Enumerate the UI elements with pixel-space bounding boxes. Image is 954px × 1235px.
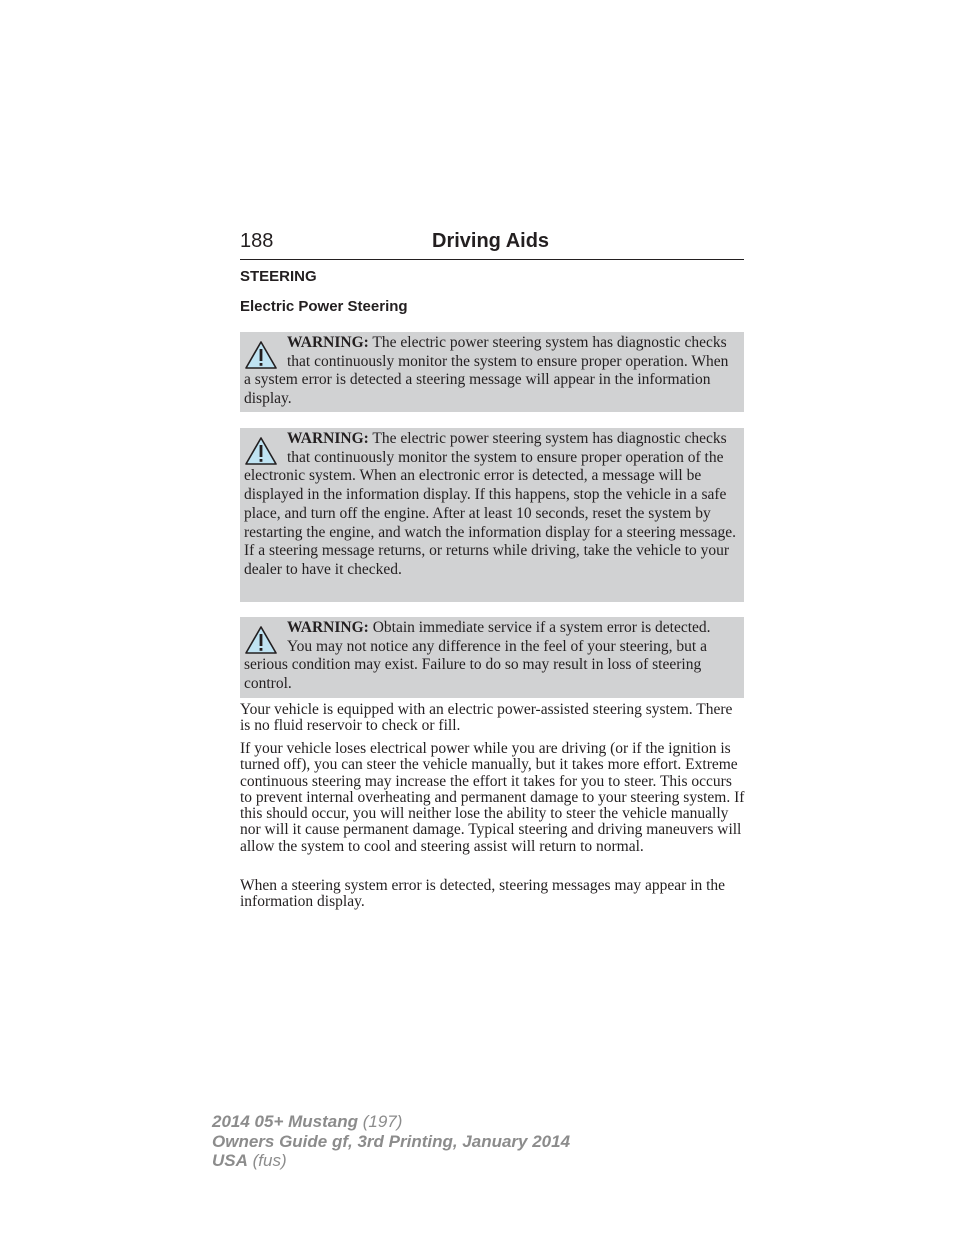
warning-triangle-icon xyxy=(244,436,278,466)
section-title: STEERING xyxy=(240,268,317,285)
subsection-title: Electric Power Steering xyxy=(240,298,408,315)
warning-label: WARNING: xyxy=(287,334,369,351)
warning-text xyxy=(244,619,738,694)
page-number: 188 xyxy=(240,230,274,252)
page-header xyxy=(240,229,744,260)
warning-triangle-icon xyxy=(244,625,278,655)
footer-guide: Owners Guide gf, 3rd Printing, January 2014 xyxy=(212,1131,571,1151)
warning-body: The electric power steering system has diagnostic checks that continuously monitor the system to ensure proper operation of the electronic system. When an electronic error is detected, a message will be displayed in the information display. If this happens, stop the vehicle in a safe place, and turn off the engine. After at least 10 seconds, reset the system by restarting the engine, and watch the information display for a steering message. If a steering message returns, or returns while driving, take the vehicle to your dealer to have it checked. xyxy=(244,430,736,578)
footer-market-code: (fus) xyxy=(247,1151,287,1170)
warning-body: The electric power steering system has diagnostic checks that continuously monitor the system to ensure proper operation. When a system error is detected a steering message will appear in the information display. xyxy=(244,334,729,408)
page-footer xyxy=(212,1112,570,1171)
warning-text xyxy=(244,430,738,580)
footer-model-code: (197) xyxy=(358,1112,403,1131)
footer-line xyxy=(212,1132,570,1152)
chapter-title: Driving Aids xyxy=(432,230,550,252)
warning-body: Obtain immediate service if a system error is detected. You may not notice any difference in the feel of your steering, but a serious condition may exist. Failure to do so may result in loss of steering control. xyxy=(244,619,711,693)
body-paragraph: Your vehicle is equipped with an electric power-assisted steering system. There is no fluid reservoir to check or fill. xyxy=(240,701,733,735)
warning-text xyxy=(244,334,738,409)
warning-box xyxy=(240,617,744,698)
warning-label: WARNING: xyxy=(287,619,369,636)
warning-label: WARNING: xyxy=(287,430,369,447)
warning-box xyxy=(240,332,744,412)
body-paragraph: If your vehicle loses electrical power while you are driving (or if the ignition is turned off), you can steer the vehicle manually, but it takes more effort. Extreme continuous steering may increase the effort it takes for you to steer. This occurs to prevent internal overheating and permanent damage to your steering system. If this should occur, you will neither lose the ability to steer the vehicle manually nor will it cause permanent damage. Typical steering and driving maneuvers will allow the system to cool and steering assist will return to normal. xyxy=(240,740,745,855)
footer-line xyxy=(212,1151,570,1171)
footer-market: USA xyxy=(212,1151,248,1170)
warning-box xyxy=(240,428,744,602)
footer-model: 2014 05+ Mustang xyxy=(212,1112,358,1131)
body-paragraph: When a steering system error is detected, steering messages may appear in the information display. xyxy=(240,877,726,911)
footer-line xyxy=(212,1112,570,1132)
warning-triangle-icon xyxy=(244,340,278,370)
